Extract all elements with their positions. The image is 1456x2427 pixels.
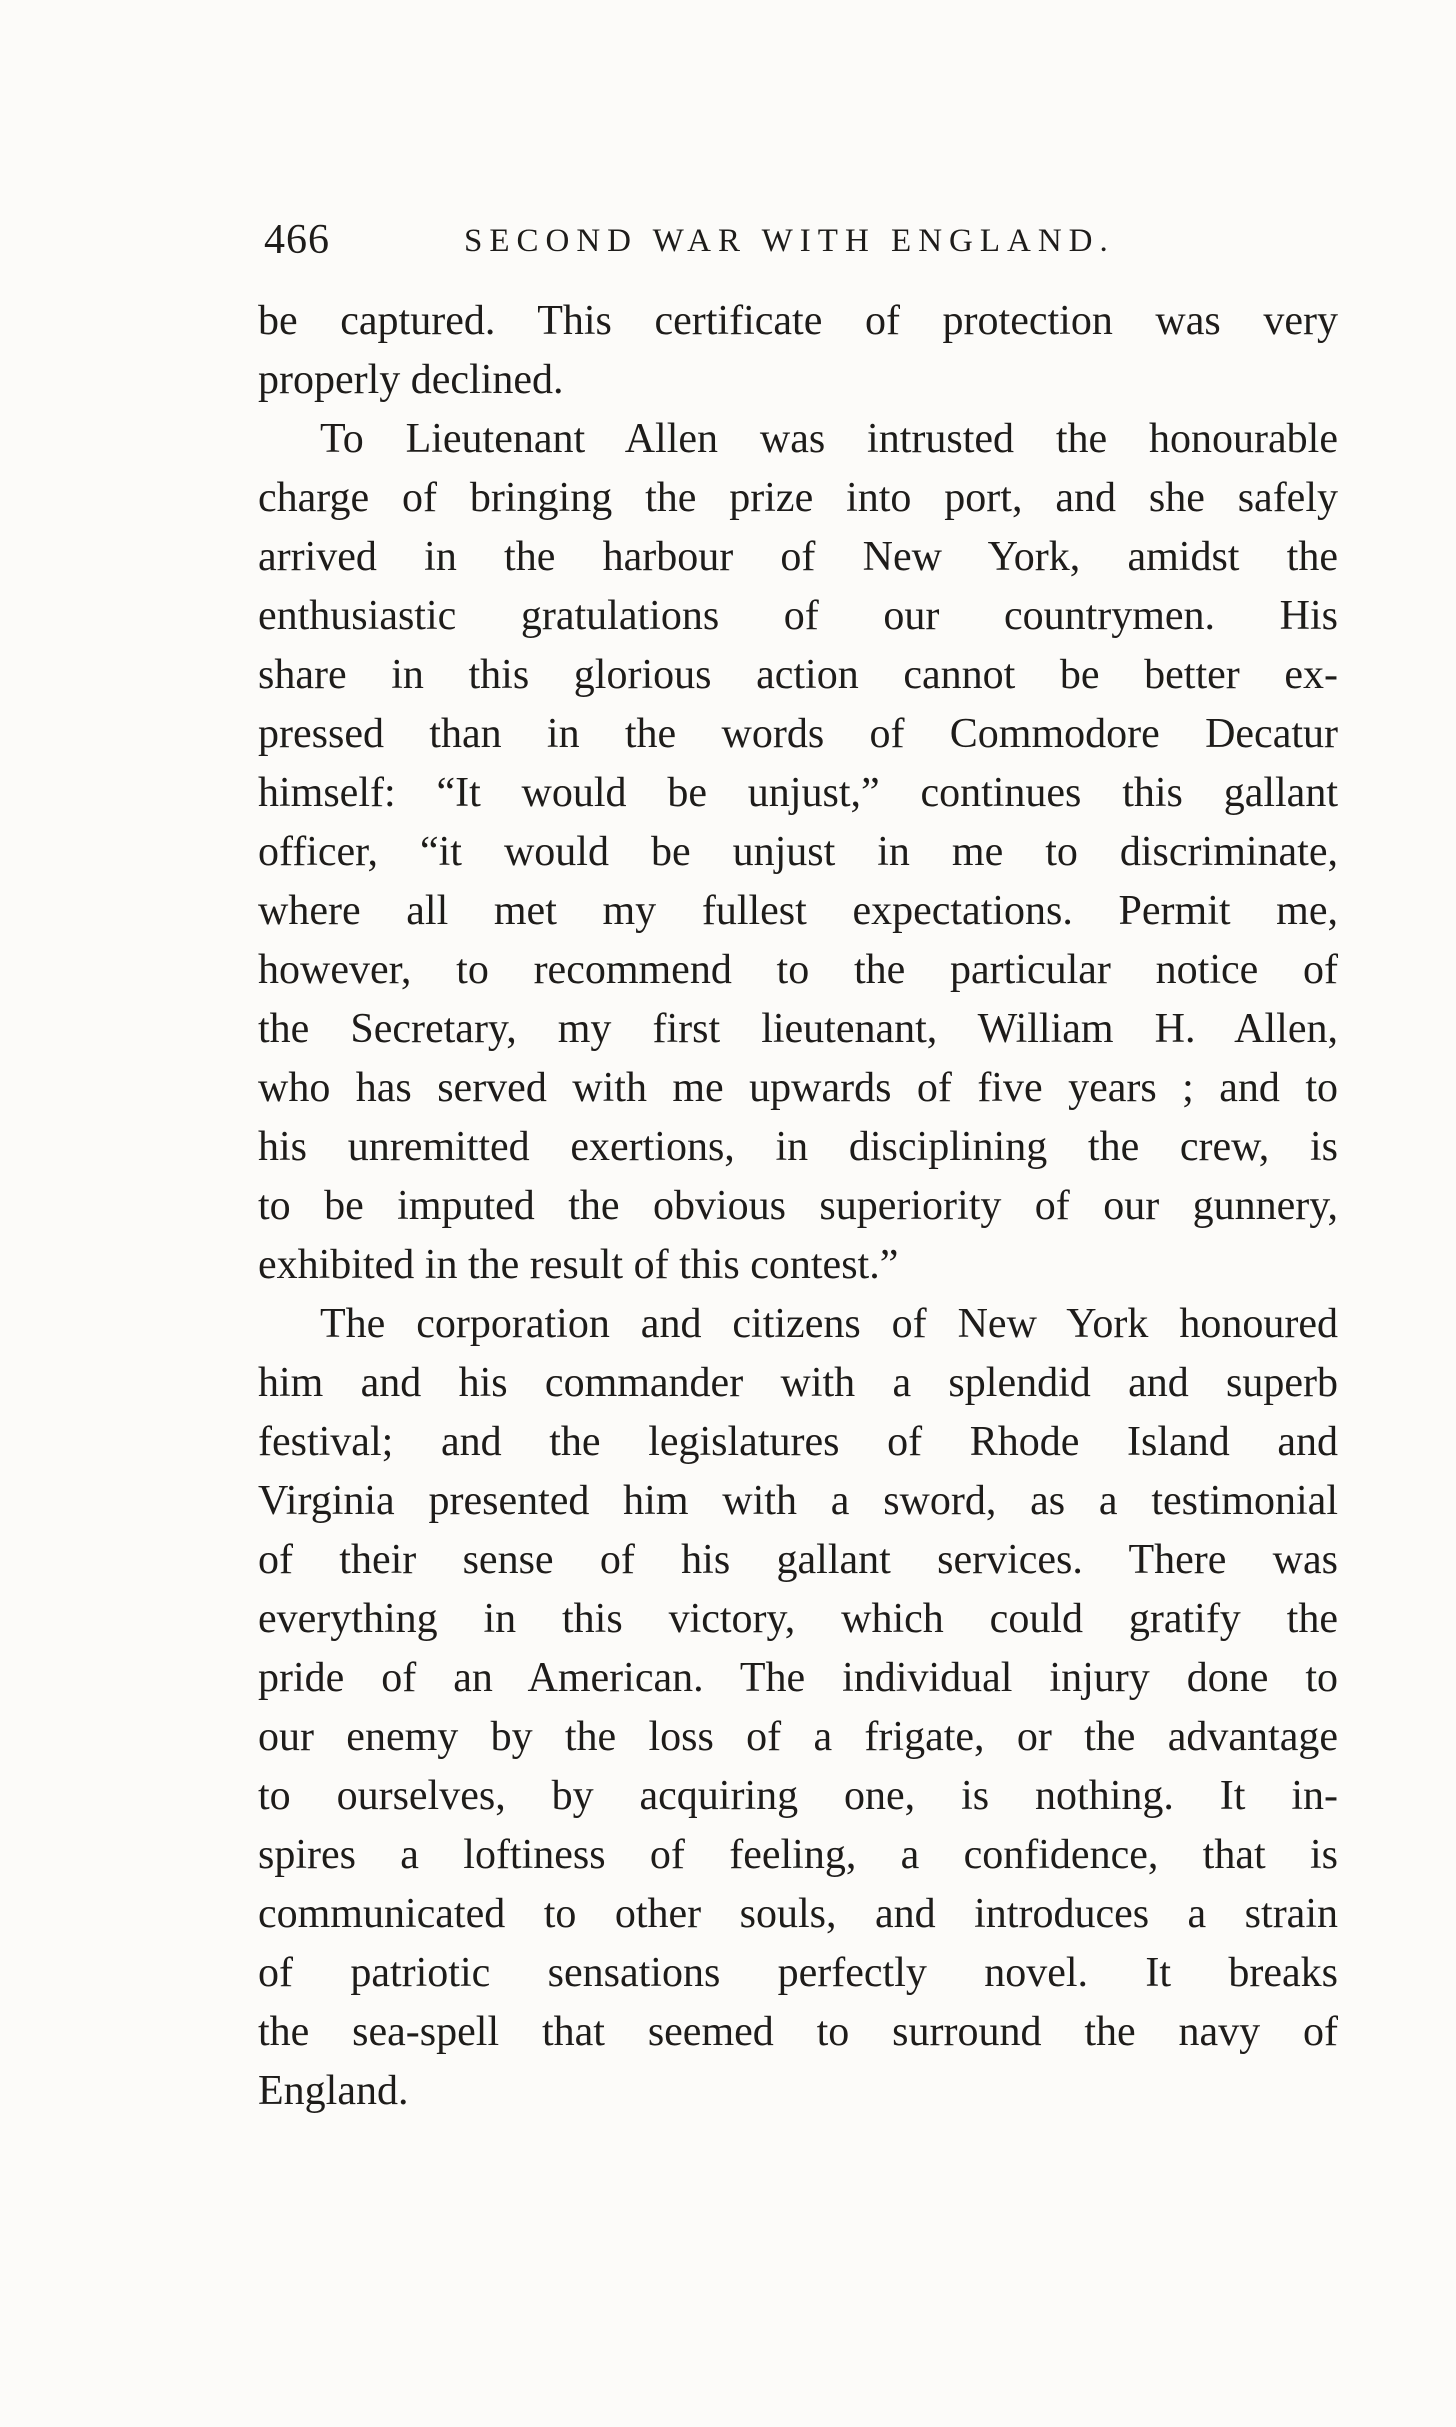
text-line: him and his commander with a splendid and superb bbox=[258, 1360, 1338, 1406]
text-line: communicated to other souls, and introduces a strain bbox=[258, 1891, 1338, 1937]
text-line: everything in this victory, which could gratify the bbox=[258, 1596, 1338, 1642]
text-line: arrived in the harbour of New York, amidst the bbox=[258, 534, 1338, 580]
text-line: properly declined. bbox=[258, 357, 564, 403]
text-line: officer, “it would be unjust in me to discriminate, bbox=[258, 829, 1338, 875]
text-line: The corporation and citizens of New York honoured bbox=[320, 1301, 1338, 1347]
text-line: his unremitted exertions, in disciplining the crew, is bbox=[258, 1124, 1338, 1170]
text-line: charge of bringing the prize into port, and she safely bbox=[258, 475, 1338, 521]
text-line: where all met my fullest expectations. Permit me, bbox=[258, 888, 1338, 934]
text-line: Virginia presented him with a sword, as a testimonial bbox=[258, 1478, 1338, 1524]
text-line: the sea-spell that seemed to surround the navy of bbox=[258, 2009, 1338, 2055]
running-head bbox=[258, 212, 1338, 268]
text-line: himself: “It would be unjust,” continues this gallant bbox=[258, 770, 1338, 816]
text-line: of their sense of his gallant services. There was bbox=[258, 1537, 1338, 1583]
text-line: share in this glorious action cannot be better ex- bbox=[258, 652, 1338, 698]
text-line: be captured. This certificate of protection was very bbox=[258, 298, 1338, 344]
text-line: spires a loftiness of feeling, a confidence, that is bbox=[258, 1832, 1338, 1878]
text-line: exhibited in the result of this contest.” bbox=[258, 1242, 899, 1288]
text-line: festival; and the legislatures of Rhode Island and bbox=[258, 1419, 1338, 1465]
running-title: SECOND WAR WITH ENGLAND. bbox=[464, 223, 1115, 259]
text-line: of patriotic sensations perfectly novel. It breaks bbox=[258, 1950, 1338, 1996]
text-line: England. bbox=[258, 2068, 409, 2114]
text-line: however, to recommend to the particular notice of bbox=[258, 947, 1338, 993]
text-line: To Lieutenant Allen was intrusted the honourable bbox=[320, 416, 1338, 462]
text-line: our enemy by the loss of a frigate, or the advantage bbox=[258, 1714, 1338, 1760]
text-line: enthusiastic gratulations of our countrymen. His bbox=[258, 593, 1338, 639]
page-number: 466 bbox=[264, 217, 330, 263]
text-line: the Secretary, my first lieutenant, William H. Allen, bbox=[258, 1006, 1338, 1052]
text-line: to ourselves, by acquiring one, is nothing. It in- bbox=[258, 1773, 1338, 1819]
body-text bbox=[258, 292, 1338, 2121]
text-line: pride of an American. The individual injury done to bbox=[258, 1655, 1338, 1701]
text-line: who has served with me upwards of five years ; and to bbox=[258, 1065, 1338, 1111]
text-line: to be imputed the obvious superiority of our gunnery, bbox=[258, 1183, 1338, 1229]
text-line: pressed than in the words of Commodore Decatur bbox=[258, 711, 1338, 757]
